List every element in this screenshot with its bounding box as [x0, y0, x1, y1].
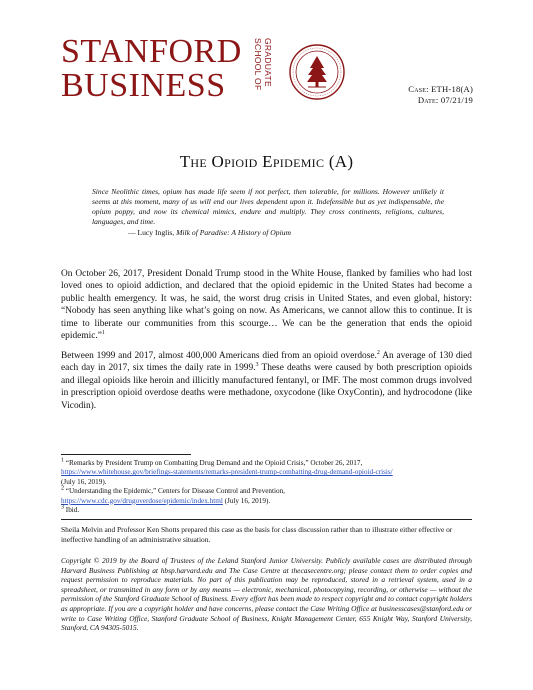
paragraph-1-text: On October 26, 2017, President Donald Trump stood in the White House, flanked by families who had lost loved ones to opioid addiction, and declared that the opioid epidemic in the United States had become a public health emergency. It was, he said, the worst drug crisis in United States, and even global, history: “Nobody has seen anything like what’s going on now. As Americans, we cannot allow this to continue. It is time to liberate our communities from this scourge… We can be the generation that ends the opioid epidemic.”: [61, 269, 472, 342]
footnote-ref-2[interactable]: 2: [376, 349, 380, 356]
footnote-2-link-row: [61, 497, 481, 506]
footnote-3-number: 3: [61, 504, 64, 511]
case-number-row: [408, 84, 473, 95]
footnote-3-text: Ibid.: [64, 506, 80, 515]
document-title: The Opioid Epidemic (A): [179, 152, 354, 171]
footnote-divider: [61, 454, 191, 455]
footnote-1-date: (July 16, 2019).: [61, 477, 107, 486]
footnote-2: [61, 487, 481, 496]
prepared-by-divider: [61, 519, 472, 520]
epigraph-quote: Since Neolithic times, opium has made life seem if not perfect, then tolerable, for millions. However unlikely it seems at this moment, many of us will end our lives dependent upon it. Indefensible but as yet indispensable, the opium poppy, and now its chemical mimics, endure and multiply. They cross continents, religions, cultures, languages, and time.: [92, 187, 444, 226]
footnote-1: [61, 459, 481, 468]
footnote-ref-3[interactable]: 3: [255, 362, 259, 369]
stanford-gsb-logo: [61, 33, 361, 110]
body-paragraph-1: [61, 268, 472, 342]
paragraph-2-text-a: Between 1999 and 2017, almost 400,000 Americans died from an opioid overdose.: [61, 351, 377, 361]
attribution-source: Milk of Paradise: A History of Opium: [176, 228, 291, 237]
date-row: [408, 95, 473, 106]
paragraph-2-text-b: An average of 130 died each day in 2017, six times the daily rate in 1999.: [61, 351, 472, 374]
footnotes: [61, 459, 481, 515]
logo-vertical-line-1: GRADUATE: [263, 38, 273, 87]
footnote-3: [61, 506, 481, 515]
logo-vertical-line-2: SCHOOL OF: [253, 38, 263, 91]
epigraph-attribution: [128, 228, 291, 238]
footnote-2-date: (July 16, 2019).: [222, 496, 271, 505]
case-number: ETH-18(A): [431, 84, 473, 94]
copyright-notice: Copyright © 2019 by the Board of Trustees of the Leland Stanford Junior University. Publicly available cases are distributed through Harvard Business Publishing at hbsp.harvard.edu and The Case Centre at thecasecentre.org; please contact them to order copies and request permission to reproduce materials. No part of this publication may be reproduced, stored in a retrieval system, used in a spreadsheet, or transmitted in any form or by any means — electronic, mechanical, photocopying, recording, or otherwise — without the permission of the Stanford Graduate School of Business. Every effort has been made to respect copyright and to contact copyright holders as appropriate. If you are a copyright holder and have concerns, please contact the Case Writing Office at businesscases@stanford.edu or write to Case Writing Office, Stanford Graduate School of Business, Knight Management Center, 655 Knight Way, Stanford University, Stanford, CA 94305-5015.: [61, 556, 472, 633]
footnote-1-link-row: [61, 468, 481, 477]
footnote-2-link[interactable]: https://www.cdc.gov/drugoverdose/epidemic/index.html: [61, 496, 223, 505]
logo-stanford-text: STANFORD: [61, 33, 242, 70]
prepared-by-note: Sheila Melvin and Professor Ken Shotts prepared this case as the basis for class discussion rather than to illustrate either effective or ineffective handling of an administrative situation.: [61, 525, 453, 544]
footnote-1-link[interactable]: https://www.whitehouse.gov/briefings-statements/remarks-president-trump-combatting-drug-demand-opioid-crisis/: [61, 468, 393, 477]
date-label: Date:: [417, 95, 439, 105]
date-value: 07/21/19: [440, 95, 473, 105]
paragraph-2-text-c: These deaths were caused by both prescription opioids and illegal opioids like heroin and illicitly manufactured fentanyl, or IMF. The most common drugs involved in prescription opioid overdose deaths were methadone, oxycodone (like OxyContin), and hydrocodone (like Vicodin).: [61, 363, 472, 411]
body-paragraph-2: [61, 350, 472, 412]
logo-business-text: BUSINESS: [61, 67, 226, 104]
case-label: Case:: [408, 84, 429, 94]
footnote-2-text: “Understanding the Epidemic,” Centers for Disease Control and Prevention,: [64, 487, 285, 496]
stanford-seal-icon: [289, 44, 345, 100]
case-info: [408, 84, 473, 106]
footnote-ref-1[interactable]: 1: [101, 329, 105, 336]
footnote-2-number: 2: [61, 485, 64, 492]
footnote-1-text: “Remarks by President Trump on Combatting Drug Demand and the Opioid Crisis,” October 26, 2017,: [64, 459, 363, 467]
footnote-1-number: 1: [61, 457, 64, 464]
attribution-author: — Lucy Inglis,: [128, 228, 177, 237]
